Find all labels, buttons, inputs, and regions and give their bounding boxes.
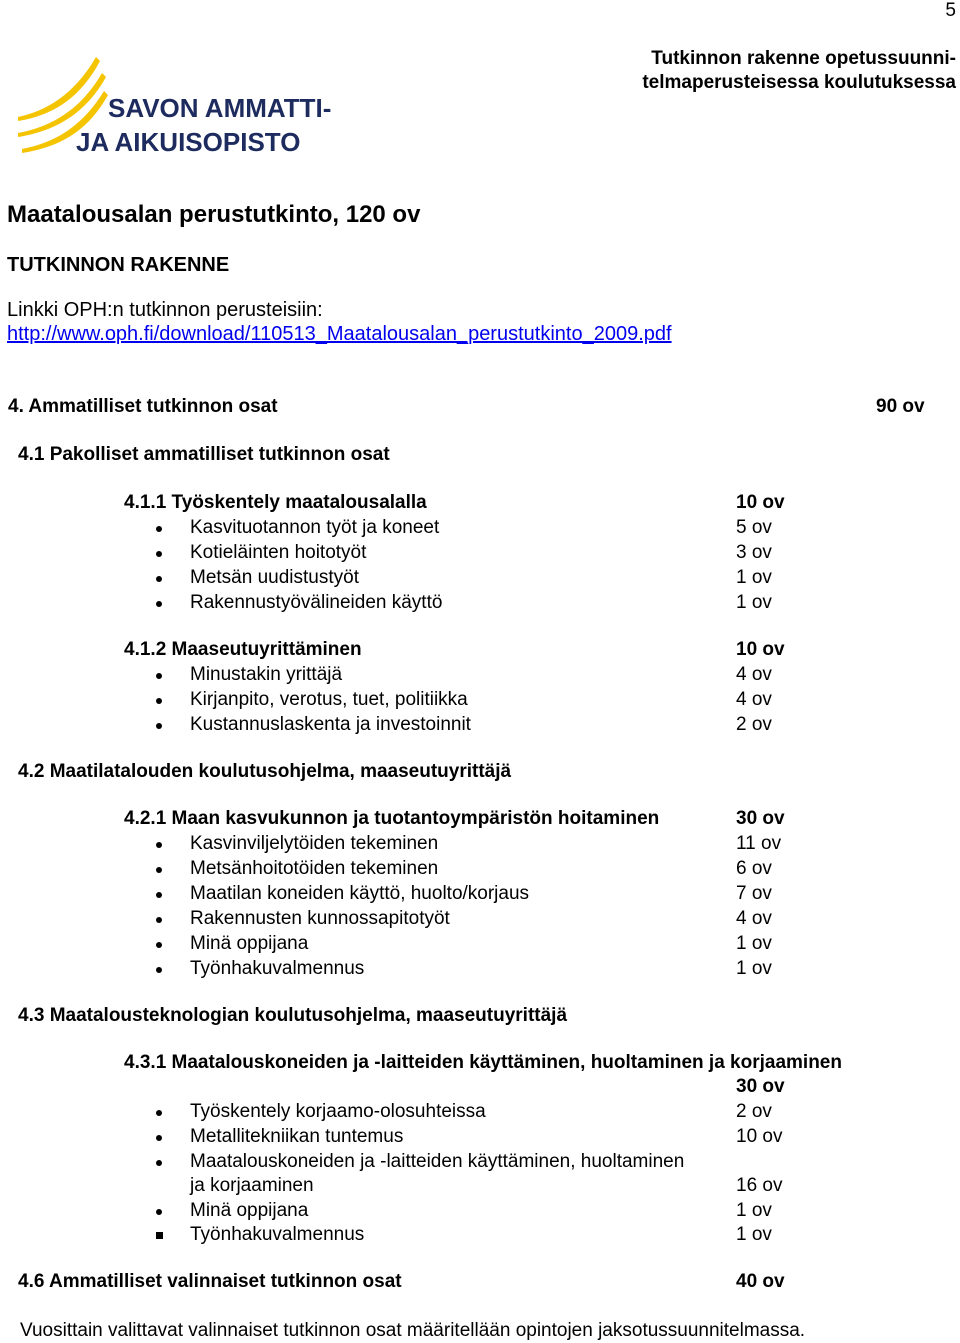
bullet-icon — [156, 942, 162, 948]
section-4-2-1-title: 4.2.1 Maan kasvukunnon ja tuotantoympäristön hoitaminen — [124, 808, 660, 829]
list-item-value: 1 ov — [736, 567, 772, 588]
section-4-1-2-title: 4.1.2 Maaseutuyrittäminen — [124, 639, 362, 660]
bullet-icon — [156, 1160, 162, 1166]
bullet-icon — [156, 892, 162, 898]
list-item-label: Maatalouskoneiden ja -laitteiden käyttäminen, huoltaminen — [190, 1151, 685, 1172]
section-4-2-title: 4.2 Maatilatalouden koulutusohjelma, maaseutuyrittäjä — [18, 761, 512, 782]
section-4-6-title: 4.6 Ammatilliset valinnaiset tutkinnon osat — [18, 1271, 402, 1292]
footer-note: Vuosittain valittavat valinnaiset tutkinnon osat määritellään opintojen jaksotussuunnitelmassa. — [20, 1320, 806, 1341]
page-number: 5 — [945, 0, 956, 21]
list-item-value: 3 ov — [736, 542, 772, 563]
bullet-icon — [156, 551, 162, 557]
list-item-label: Kotieläinten hoitotyöt — [190, 542, 367, 563]
list-item-value: 2 ov — [736, 714, 772, 735]
list-item-label: Kustannuslaskenta ja investoinnit — [190, 714, 471, 735]
list-item-label: Minustakin yrittäjä — [190, 664, 343, 685]
bullet-icon — [156, 1209, 162, 1215]
list-item-value: 7 ov — [736, 883, 772, 904]
list-item-label: Minä oppijana — [190, 933, 309, 954]
bullet-icon — [156, 867, 162, 873]
header-title-line1: Tutkinnon rakenne opetussuunni- — [651, 48, 956, 69]
section-subheading: TUTKINNON RAKENNE — [7, 254, 230, 276]
header-title-line2: telmaperusteisessa koulutuksessa — [642, 72, 956, 93]
bullet-icon — [156, 723, 162, 729]
list-item-value: 4 ov — [736, 908, 772, 929]
logo-text-line1: SAVON AMMATTI- — [108, 93, 332, 123]
bullet-icon — [156, 576, 162, 582]
section-4-3-1-title: 4.3.1 Maatalouskoneiden ja -laitteiden käyttäminen, huoltaminen ja korjaaminen — [124, 1052, 842, 1073]
list-item-value: 6 ov — [736, 858, 772, 879]
list-item-label: Kirjanpito, verotus, tuet, politiikka — [190, 689, 468, 710]
section-4-value: 90 ov — [876, 396, 925, 417]
document-title: Maatalousalan perustutkinto, 120 ov — [7, 201, 421, 228]
bullet-icon — [156, 698, 162, 704]
list-item-label: Maatilan koneiden käyttö, huolto/korjaus — [190, 883, 530, 904]
bullet-icon — [156, 601, 162, 607]
bullet-icon — [156, 842, 162, 848]
list-item-value: 1 ov — [736, 1200, 772, 1221]
list-item-value: 1 ov — [736, 1224, 772, 1245]
list-item-value: 11 ov — [736, 833, 782, 854]
bullet-icon — [156, 526, 162, 532]
list-item-label: Minä oppijana — [190, 1200, 309, 1221]
section-4-1-2-value: 10 ov — [736, 639, 785, 660]
logo-text-line2: JA AIKUISOPISTO — [76, 127, 301, 155]
list-item-label: Kasvinviljelytöiden tekeminen — [190, 833, 439, 854]
section-4-3-1-value: 30 ov — [736, 1076, 785, 1097]
section-4-6-value: 40 ov — [736, 1271, 785, 1292]
list-item-label: Rakennusten kunnossapitotyöt — [190, 908, 450, 929]
list-item-label: Metallitekniikan tuntemus — [190, 1126, 404, 1147]
list-item-label: Metsän uudistustyöt — [190, 567, 359, 588]
list-item-value: 1 ov — [736, 592, 772, 613]
square-bullet-icon — [156, 1232, 163, 1239]
section-4-1-1-title: 4.1.1 Työskentely maatalousalalla — [124, 492, 427, 513]
list-item-value: 4 ov — [736, 689, 772, 710]
list-item-label: Työnhakuvalmennus — [190, 1224, 365, 1245]
list-item-value: 1 ov — [736, 933, 772, 954]
list-item-label: Työskentely korjaamo-olosuhteissa — [190, 1101, 486, 1122]
list-item-label-continued: ja korjaaminen — [190, 1175, 314, 1196]
list-item-value: 4 ov — [736, 664, 772, 685]
list-item-label: Työnhakuvalmennus — [190, 958, 365, 979]
list-item-value: 10 ov — [736, 1126, 783, 1147]
section-4-1-title: 4.1 Pakolliset ammatilliset tutkinnon osat — [18, 444, 390, 465]
bullet-icon — [156, 917, 162, 923]
section-4-1-1-value: 10 ov — [736, 492, 785, 513]
list-item-value: 1 ov — [736, 958, 772, 979]
list-item-value: 16 ov — [736, 1175, 783, 1196]
list-item-value: 5 ov — [736, 517, 772, 538]
section-4-2-1-value: 30 ov — [736, 808, 785, 829]
bullet-icon — [156, 673, 162, 679]
header-title — [642, 47, 956, 95]
list-item-label: Rakennustyövälineiden käyttö — [190, 592, 443, 613]
oph-link[interactable]: http://www.oph.fi/download/110513_Maatalousalan_perustutkinto_2009.pdf — [7, 323, 672, 345]
list-item-label: Kasvituotannon työt ja koneet — [190, 517, 440, 538]
section-4-title: 4. Ammatilliset tutkinnon osat — [8, 396, 278, 417]
list-item-label: Metsänhoitotöiden tekeminen — [190, 858, 439, 879]
bullet-icon — [156, 967, 162, 973]
bullet-icon — [156, 1110, 162, 1116]
school-logo — [16, 55, 346, 155]
list-item-value: 2 ov — [736, 1101, 772, 1122]
bullet-icon — [156, 1135, 162, 1141]
section-4-3-title: 4.3 Maatalousteknologian koulutusohjelma, maaseutuyrittäjä — [18, 1005, 568, 1026]
link-label: Linkki OPH:n tutkinnon perusteisiin: — [7, 299, 323, 321]
